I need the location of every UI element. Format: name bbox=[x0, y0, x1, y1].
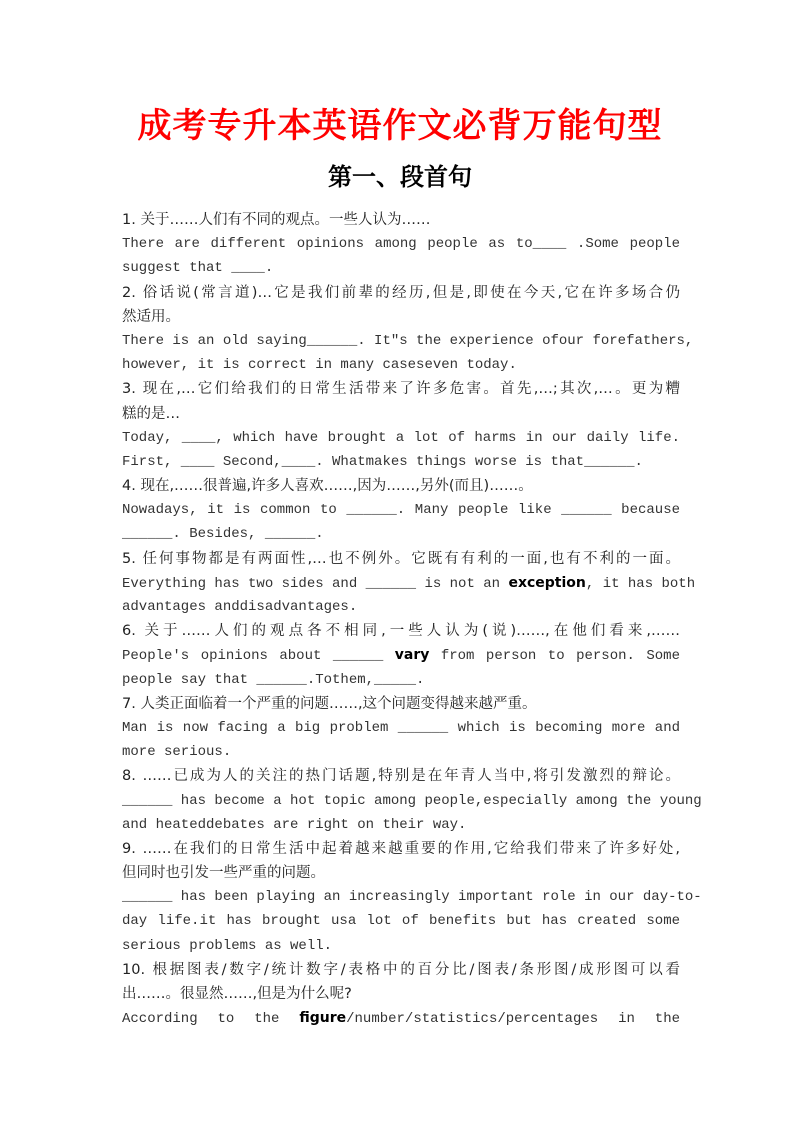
chinese-text-line: 1. 关于……人们有不同的观点。一些人认为…… bbox=[122, 212, 431, 228]
chinese-text-line: 然适用。 bbox=[122, 308, 180, 325]
text-segment: People's opinions about ______ bbox=[122, 648, 395, 665]
text-segment: /number/statistics/percentages in the bbox=[346, 1011, 680, 1028]
chinese-text-line: 6. 关于……人们的观点各不相同,一些人认为(说)……,在他们看来,…… bbox=[122, 623, 680, 640]
text-segment: Everything has two sides and ______ is not an bbox=[122, 575, 509, 592]
bold-keyword: vary bbox=[394, 647, 430, 664]
chinese-text-line: 糕的是… bbox=[122, 405, 180, 422]
english-text-line bbox=[122, 571, 696, 595]
bold-keyword: exception bbox=[508, 574, 586, 591]
english-text-line: Nowadays, it is common to ______. Many people like ______ because bbox=[122, 502, 680, 519]
chinese-text-line: 4. 现在,……很普遍,许多人喜欢……,因为……,另外(而且)……。 bbox=[122, 478, 533, 495]
english-text-line: There are different opinions among people as to____ .Some people bbox=[122, 236, 680, 253]
chinese-text-line: 出……。很显然……,但是为什么呢? bbox=[122, 986, 352, 1002]
english-text-line bbox=[122, 643, 680, 667]
chinese-text-line: 2. 俗话说(常言道)…它是我们前辈的经历,但是,即使在今天,它在许多场合仍 bbox=[122, 284, 680, 301]
english-text-line: There is an old saying______. It″s the experience ofour forefathers, bbox=[122, 332, 694, 349]
english-text-line: First, ____ Second,____. Whatmakes things worse is that______. bbox=[122, 453, 643, 470]
english-text-line: advantages anddisadvantages. bbox=[122, 599, 358, 615]
english-text-line: Man is now facing a big problem ______ which is becoming more and bbox=[122, 719, 680, 736]
section-heading: 第一、段首句 bbox=[328, 162, 472, 191]
english-text-line: day life.it has brought usa lot of benefits but has created some bbox=[122, 913, 680, 930]
english-text-line: ______ has become a hot topic among people,especially among the young bbox=[122, 792, 702, 809]
text-segment: According to the bbox=[122, 1011, 300, 1028]
chinese-text-line: 8. ……已成为人的关注的热门话题,特别是在年青人当中,将引发激烈的辩论。 bbox=[122, 768, 680, 785]
document-body bbox=[122, 208, 702, 1030]
english-text-line: Today, ____, which have brought a lot of harms in our daily life. bbox=[122, 429, 680, 446]
english-text-line: serious problems as well. bbox=[122, 937, 333, 954]
chinese-text-line: 5. 任何事物都是有两面性,…也不例外。它既有有利的一面,也有不利的一面。 bbox=[122, 550, 680, 567]
document-title: 成考专升本英语作文必背万能句型 bbox=[137, 106, 663, 146]
text-segment: from person to person. Some bbox=[429, 648, 680, 665]
chinese-text-line: 9. ……在我们的日常生活中起着越来越重要的作用,它给我们带来了许多好处, bbox=[122, 840, 680, 857]
english-text-line: ______ has been playing an increasingly important role in our day-to- bbox=[122, 889, 702, 906]
english-text-line: and heateddebates are right on their way. bbox=[122, 816, 467, 833]
english-text-line: ______. Besides, ______. bbox=[122, 526, 324, 543]
english-text-line: suggest that ____. bbox=[122, 260, 274, 277]
english-text-line: people say that ______.Tothem,_____. bbox=[122, 671, 425, 688]
text-segment: , it has both bbox=[585, 575, 696, 592]
english-text-line: however, it is correct in many caseseven today. bbox=[122, 357, 517, 374]
english-text-line bbox=[122, 1006, 680, 1030]
english-text-line: more serious. bbox=[122, 744, 232, 761]
chinese-text-line: 7. 人类正面临着一个严重的问题……,这个问题变得越来越严重。 bbox=[122, 695, 537, 712]
bold-keyword: figure bbox=[299, 1010, 347, 1027]
chinese-text-line: 10. 根据图表/数字/统计数字/表格中的百分比/图表/条形图/成形图可以看 bbox=[122, 961, 680, 978]
chinese-text-line: 3. 现在,…它们给我们的日常生活带来了许多危害。首先,…;其次,…。更为糟 bbox=[122, 381, 680, 398]
chinese-text-line: 但同时也引发一些严重的问题。 bbox=[122, 865, 325, 882]
